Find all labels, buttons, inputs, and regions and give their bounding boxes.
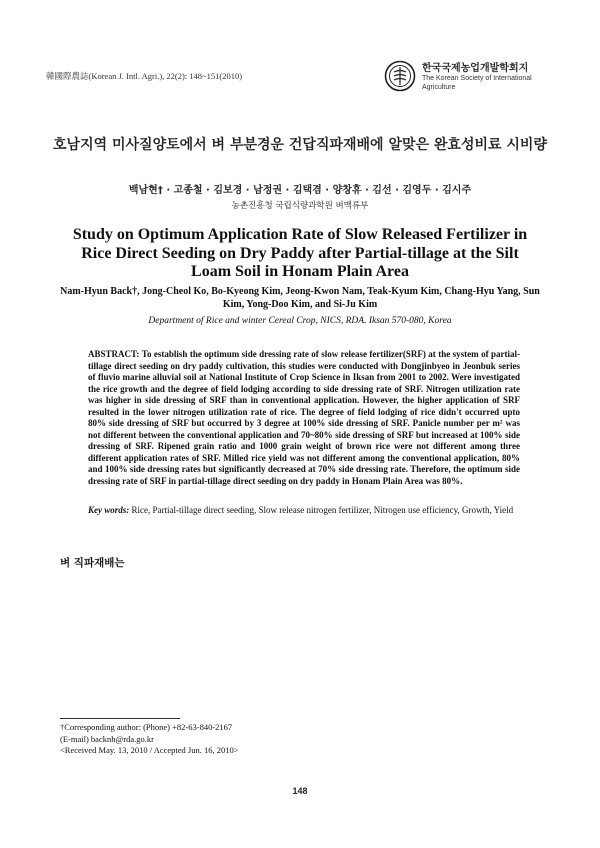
affiliation-korean: 농촌진흥청 국립식량과학원 벼맥류부 <box>231 201 369 211</box>
corresponding-author: †Corresponding author: (Phone) +82-63-840-2167 <box>60 722 233 732</box>
society-name-korean: 한국국제농업개발학회지 <box>422 63 529 74</box>
abstract <box>88 349 520 487</box>
society-name-english: The Korean Society of International Agriculture <box>422 75 532 91</box>
body-column-right <box>335 553 585 743</box>
title-english: Study on Optimum Application Rate of Slow Released Fertilizer in Rice Direct Seeding on Dry Paddy after Partial-tillage at the Silt Loam Soil in Honam Plain Area <box>72 226 528 280</box>
page-number: 148 <box>292 786 308 796</box>
footnote-divider <box>60 718 180 719</box>
affiliation-english: Department of Rice and winter Cereal Crop, NICS, RDA. Iksan 570-080, Korea <box>148 316 452 326</box>
received-accepted-dates: <Received May. 13, 2010 / Accepted Jun. 16, 2010> <box>60 745 239 755</box>
keywords-heading: Key words: <box>88 505 130 515</box>
abstract-text: To establish the optimum side dressing rate of slow release fertilizer(SRF) at the system of partial-tillage direct seeding on dry paddy cultivation, this studies were conducted with Dongjinbyeo in Jeonbuk series of fluvio marine alluvial soil at National Institute of Crop Science in Iksan from 2001 to 2002. Were investigated the rice growth and the degree of field lodging according to side dressing rate of SRF. Nitrogen utilization rate was higher in side dressing of SRF than in conventional application. However, the higher application of SRF resulted in the lower nitrogen utilization rate of rice. The degree of field lodging of rice didn't occurred upto 80% side dressing of SRF but occurred by 3 degree at 100% side dressing of SRF. Panicle number per m² was not different between the conventional application and 70~80% side dressing of SRF but increased at 100% side dressing of SRF. Ripened grain ratio and 1000 grain weight of brown rice were not different among three different application rates of SRF. Milled rice yield was not different among the conventional application, 80% and 100% side dressing rates but significantly decreased at 70% side dressing rate. Therefore, the optimum side dressing rate of SRF in partial-tillage direct seeding on dry paddy in Honam Plain Area was 80%. <box>88 349 521 486</box>
keywords <box>88 505 520 517</box>
society-branding <box>384 56 560 100</box>
page-header <box>46 56 560 102</box>
authors-korean: 백남현† · 고종철 · 김보경 · 남정권 · 김택겸 · 양창휴 · 김선 · 김영두 · 김시주 <box>128 185 472 196</box>
abstract-heading: ABSTRACT: <box>88 349 140 359</box>
keywords-text: Rice, Partial-tillage direct seeding, Slow release nitrogen fertilizer, Nitrogen use efficiency, Growth, Yield <box>131 505 514 515</box>
title-korean: 호남지역 미사질양토에서 벼 부분경운 건답직파재배에 알맞은 완효성비료 시비량 <box>53 137 547 153</box>
section-heading: 벼 직파재배는 <box>60 557 125 569</box>
body-column-left <box>60 553 317 713</box>
society-seal-icon <box>384 60 416 92</box>
author-email: (E-mail) backnh@rda.go.kr <box>60 733 154 744</box>
authors-english: Nam-Hyun Back†, Jong-Cheol Ko, Bo-Kyeong Kim, Jeong-Kwon Nam, Teak-Kyum Kim, Chang-Hyu Yang, Sun Kim, Yong-Doo Kim, and Si-Ju Kim <box>60 286 540 310</box>
journal-reference: 韓國際農誌(Korean J. Intl. Agri.), 22(2): 148~151(2010) <box>46 71 243 81</box>
footnotes <box>60 722 317 757</box>
